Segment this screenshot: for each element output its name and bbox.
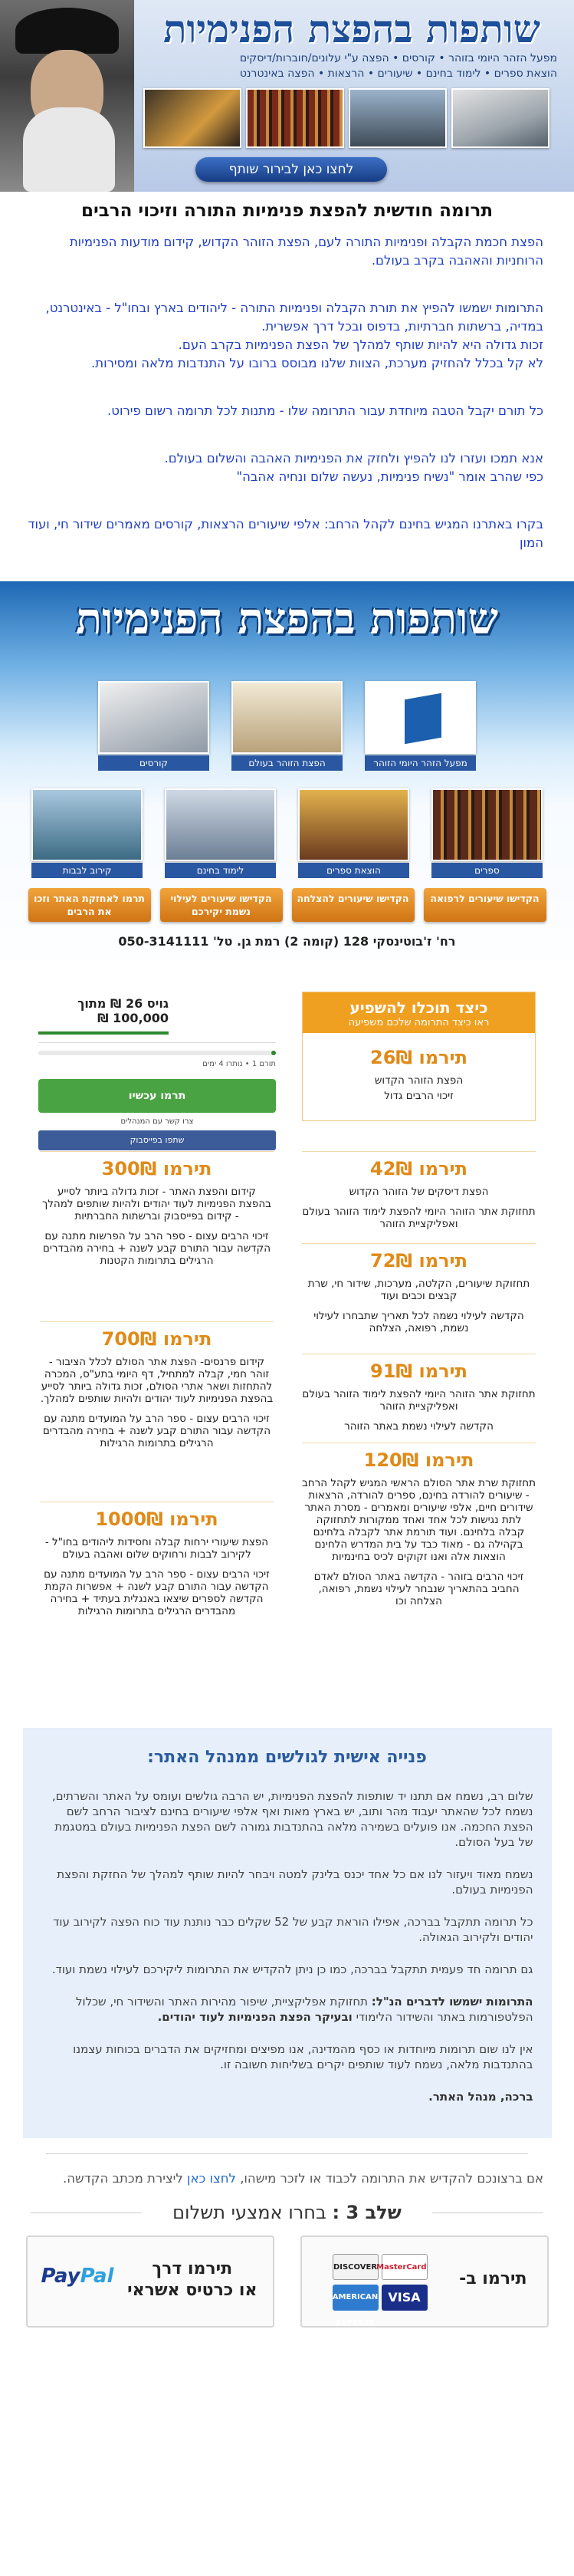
- tier-card[interactable]: [40, 1502, 274, 1625]
- tier-card[interactable]: [302, 1243, 536, 1342]
- how-subheading: ראו כיצד התרומה שלכם משפיעה: [348, 1017, 490, 1028]
- step-text: בחרו אמצעי תשלום: [172, 2202, 326, 2223]
- banner-tile[interactable]: [163, 788, 278, 878]
- divider: [46, 2153, 528, 2154]
- letter-paragraph: אין לנו שום תרומות מיוחדות או כסף מהמדינה, אנו מפיצים ומחזיקים את הדברים בכוחות עצמנו בהתנדבות מלאה, נשמח לעוד שותפים יקרים בשליחות חשובה זו.: [73, 2042, 533, 2071]
- tile-label: הוצאת ספרים: [298, 863, 409, 878]
- letter-paragraph: נשמח מאוד ויעזור לנו אם כל אחד יכנס בלינק למטה ויבחר להיות שותף למהלך של החזקת והפצת הפנימיות בעולם.: [57, 1867, 533, 1897]
- banner-tile[interactable]: [430, 788, 545, 878]
- tier-line: תחזוקת אתר הזוהר היומי להפצת לימוד הזוהר בעולם ואפליקציית הזוהר: [302, 1206, 536, 1230]
- visa-icon: VISA: [382, 2285, 428, 2311]
- card-logos: [332, 2254, 432, 2328]
- tile-label: ספרים: [431, 863, 543, 878]
- tier-line: תחזוקת שיעורים, הקלטה, מערכות, שידור חי, שרת קבצים וכבים ועוד: [307, 1278, 530, 1302]
- step-title: [172, 2202, 402, 2223]
- hero-subtitle: מפעל הזהר היומי בזוהר • קורסים • הפצה ע"י עלונים/חוברות/דיסקים: [239, 52, 557, 64]
- intro-paragraph: כל תורם יקבל הטבה מיוחדת עבור התרומה שלו - מתנות לכל תרומה רשום פירוט.: [107, 403, 543, 418]
- tier-card[interactable]: [40, 1151, 274, 1275]
- tier-line: הפצת הזוהר הקדוש: [374, 1074, 464, 1087]
- dedication-link[interactable]: לחצו כאן: [187, 2171, 236, 2186]
- dedicate-success-button[interactable]: הקדישו שיעורים להצלחה: [292, 888, 415, 922]
- tier-title[interactable]: תירמו 1000₪: [40, 1502, 274, 1536]
- paypal-option[interactable]: [26, 2235, 274, 2328]
- tile-label: לימוד בחינם: [165, 863, 276, 878]
- discover-icon: DISCOVER: [333, 2254, 379, 2280]
- banner-title: שותפות בהפצת הפנימיות: [75, 594, 499, 644]
- tier-card[interactable]: [302, 1151, 536, 1238]
- banner-tiles-row: [0, 788, 574, 878]
- hero-photo: [349, 88, 447, 148]
- dedication-note: [0, 2170, 574, 2188]
- card-option-title: תירמו ב-: [459, 2269, 527, 2288]
- intro-paragraph: כפי שהרב אומר "נשיח פנימיות, נעשה שלום ונחיה אהבה": [236, 469, 543, 484]
- dedicate-memorial-button[interactable]: הקדישו שיעורים לעילוי נשמת יקירכם: [160, 888, 283, 922]
- tier-title[interactable]: תירמו 300₪: [40, 1151, 274, 1186]
- hero-banner: [0, 0, 574, 192]
- mastercard-icon: MasterCard: [382, 2254, 428, 2280]
- credit-card-option[interactable]: [300, 2235, 549, 2328]
- tier-line: זיכוי הרבים עצום - ספר הרב על הפרשות מתנה עם הקדשה עבור התורם קבע לשנה + בחירה מהבדרים הרגילים בתרומות הקטנות: [42, 1230, 271, 1267]
- campaign-goal: [38, 992, 276, 1150]
- partners-banner: [0, 581, 574, 961]
- step-label: שלב 3 :: [332, 2202, 402, 2223]
- letter-signature: ברכה, מנהל האתר.: [428, 2090, 533, 2104]
- admin-letter: [23, 1728, 552, 2138]
- tier-title[interactable]: תירמו 42₪: [302, 1151, 536, 1186]
- hero-photo: [143, 88, 241, 148]
- banner-tile[interactable]: [230, 681, 345, 771]
- partner-cta-button[interactable]: לחצו כאן לבירור שותף: [195, 157, 387, 182]
- tier-line: הקדשה לעילוי נשמה לכל תאריך שתבחרו לעילוי נשמת, רפואה, הצלחה: [313, 1310, 524, 1334]
- tier-card[interactable]: [302, 1354, 536, 1440]
- intro-paragraph: זכות גדולה היא להיות שותף למהלך של הפצת הפנימיות בקרב העם.: [178, 337, 543, 352]
- banner-tile[interactable]: [297, 788, 412, 878]
- dedication-text: אם ברצונכם להקדיש את התרומה לכבוד או לזכר מישהו,: [240, 2171, 543, 2186]
- rabbi-photo: [0, 0, 134, 192]
- letter-paragraph: כל תרומה תתקבל בברכה, אפילו הוראת קבע של 52 שקלים כבר נותנת עוד כוח הפצה לקירוב עוד יהודים ולקירוב הגאולה.: [53, 1915, 533, 1944]
- tier-line: זיכוי הרבים גדול: [384, 1090, 454, 1102]
- intro-paragraph: הפצת חכמת הקבלה ופנימיות התורה לעם, הפצת הזוהר הקדוש, קידום מודעות הפנימיות הרוחניות והאהבה בקרב בעולם.: [69, 235, 543, 268]
- progress-fill: [271, 1051, 276, 1055]
- tile-label: מפעל הזהר היומי הזוהר: [365, 755, 476, 771]
- tier-line: הפצת שיעורי ירחות קבלה וחסידות ליהודים בחו"ל - לקירוב לבבות ורחוקים שלום ואהבה בעולם: [44, 1536, 269, 1561]
- tile-image: [98, 681, 209, 754]
- intro-paragraph: בקרו באתרנו המגיש בחינם לקהל הרחב: אלפי שיעורים הרצאות, קורסים מאמרים שידור חי, ועוד המון: [28, 517, 543, 550]
- how-heading: כיצד תוכלו להשפיע: [349, 998, 488, 1017]
- tier-line: תחזוקת שרת אתר הסולם הראשי המגיש לקהל הרחב - שיעורים להורדה בחינם, ספרים להורדה, הרצאות שידורים חיים, אלפי שיעורים ומאמרים - מסרת האתר לתת נגישות לכל אחד ואחד ממקורות לתחזוקה קבלה בלחינם. ועוד תורמת אתר לקבלה בלחינם בקהילה גם - מאוד כבד על בית המדרש הלחינם הוצאות אלה ואנו זקוקים לכיס בחינמיות: [302, 1477, 536, 1563]
- intro-paragraph: אנא תמכו ועזרו לנו להפיץ ולחזק את הפנימיות האהבה והשלום בעולם.: [164, 451, 543, 466]
- dedication-text: ליצירת מכתב הקדשה.: [63, 2171, 183, 2186]
- tile-label: קירוב לבבות: [31, 863, 143, 878]
- payment-options: [0, 2235, 574, 2343]
- banner-buttons: [0, 888, 574, 922]
- donors-meta: תורם 1 • נותרו 4 ימים: [202, 1060, 276, 1068]
- banner-tiles-row: [0, 681, 574, 771]
- tile-image: [298, 788, 409, 861]
- tier-line: תחזוקת אתר הזוהר היומי להפצת לימוד הזוהר בעולם ואפליקציית הזוהר: [302, 1388, 536, 1413]
- how-header: [303, 992, 535, 1033]
- letter-bold: התרומות ישמשו לדברים הנ"ל:: [371, 1995, 533, 2008]
- tile-label: קורסים: [98, 755, 209, 771]
- goal-amount: גויס 26 ₪ מתוך 100,000 ₪: [38, 992, 169, 1035]
- hero-photos: [143, 88, 557, 150]
- letter-paragraph: גם תרומה חד פעמית תתקבל בברכה, כמו כן ניתן להקדיש את התרומות ליקירכם לעילוי נשמת ועוד.: [51, 1962, 533, 1976]
- tier-card[interactable]: [40, 1321, 274, 1457]
- how-to-influence: [302, 992, 536, 1121]
- contact-admins-link[interactable]: צרו קשר עם המנהלים: [120, 1117, 194, 1126]
- tier-title[interactable]: תירמו 700₪: [40, 1321, 274, 1356]
- banner-tile[interactable]: [363, 681, 478, 771]
- page-title: תרומה חודשית להפצת פנימיות התורה וזיכוי הרבים: [80, 201, 494, 221]
- tile-image: [431, 788, 543, 861]
- dedicate-healing-button[interactable]: הקדישו שיעורים לרפואה: [424, 888, 546, 922]
- intro-paragraph: לא קל בכלל להחזיק מערכת, הצוות שלנו מבוסס ברובו על התנדבות מלאה ומסירות.: [91, 356, 543, 370]
- hero-photo: [451, 88, 549, 148]
- hero-title: שותפות בהפצת הפנימיות: [162, 6, 541, 51]
- tier-line: זיכוי הרבים עצום - ספר הרב על המועדים מתנה עם הקדשה עבור התורם קבע לשנה + אפשרות הקמת הקדשה לספרים שיצאו באנגלית בעתיד + בחירה מהבדרים הרגילים בתרומות הרגילות: [44, 1568, 270, 1617]
- letter-text: תחזוקת אפליקציית, שיפור מהירות האתר והשידור חי, שכלול הפלטפורמות באתר והשידור הלימודי: [75, 1995, 533, 2024]
- tier-title[interactable]: תירמו 72₪: [302, 1243, 536, 1278]
- tier-line: הקדשה לעילוי נשמת באתר הזוהר: [344, 1420, 494, 1433]
- paypal-icon: PayPal: [41, 2265, 114, 2288]
- amex-icon: AMERICAN EXPRESS: [333, 2285, 379, 2311]
- letter-paragraph: [41, 1994, 533, 2025]
- tile-image: [231, 681, 343, 754]
- letter-paragraph: שלום רב, נשמח אם תתנו יד שותפות להפצת הפנימיות, יש הרבה גולשים ועומס על האתר והשרתים, נשמח לכל שהאתר יעבוד מהר ותוב, יש בארץ מאות ואף אלפי שיעורים בחינם לציבור הרחב לשם הפצת החכמה. אנו פועלים בשמירה מלאה בהתנדבות גמורה לשם הפצת הפנימיות בעולם במטגמת של בעל הסולם.: [51, 1789, 533, 1849]
- hero-subtitle: הוצאת ספרים • לימוד בחינם • שיעורים • הרצאות • הפצה באינטרנט: [239, 67, 557, 80]
- tier-title[interactable]: תירמו 120₪: [302, 1443, 536, 1477]
- step-heading: [0, 2202, 574, 2223]
- paypal-line: תירמו דרך: [152, 2259, 233, 2278]
- tier-line: זיכוי הרבים עצום - ספר הרב על המועדים מתנה עם הקדשה עבור התורם קבע לשנה + בחירה מהבדרים הרגילים בתרומות הרגילות: [42, 1413, 271, 1449]
- donate-maintenance-button[interactable]: תרמו לאחזקת האתר וזכו את הרבים: [28, 888, 151, 922]
- progress-bar: [38, 1051, 276, 1055]
- tier-line: הפצת דיסקים של הזוהר הקדוש: [349, 1186, 489, 1198]
- tier-line: קידום והפצת האתר - זכות גדולה ביותר לסייע בהפצת הפנימיות לעוד יהודים ולהיות שותפים למהלך - קידום בפייסבוק וברשתות החברתיות: [42, 1186, 271, 1222]
- tier-card[interactable]: [302, 1443, 536, 1615]
- tile-image: [165, 788, 276, 861]
- tier-title[interactable]: תירמו 91₪: [302, 1354, 536, 1388]
- tile-label: הפצת הזוהר בעולם: [231, 755, 343, 771]
- donate-now-button[interactable]: תרמו עכשיו: [38, 1079, 276, 1113]
- tier-line: קידום פרנסים- הפצת אתר הסולם לכלל הציבור - זוהר חמי, קבלה למתחיל, דף היומי בתע"ס, המכרה להתחזות ושאר אתרי הסולם, זכות גדולה ביותר לסייע בהפצת הפנימיות לעוד יהודים ולהיות שותפים למהלך.: [40, 1356, 274, 1405]
- contact-address: רח' ז'בוטינסקי 128 (קומה 2) רמת גן. טל' 050-3141111: [118, 934, 456, 949]
- banner-tile[interactable]: [30, 788, 145, 878]
- tier-title[interactable]: תירמו 26₪: [370, 1047, 467, 1068]
- letter-title: פנייה אישית לגולשים ממנהל האתר:: [147, 1748, 427, 1767]
- paypal-option-text: [127, 2259, 257, 2301]
- zohar-logo: [365, 681, 476, 754]
- intro-text: [0, 233, 574, 552]
- tile-image: [31, 788, 143, 861]
- letter-bold: ובעיקר הפצת הפנימיות לעוד יהודים.: [157, 2010, 353, 2024]
- facebook-share-button[interactable]: שתפו בפייסבוק: [38, 1130, 276, 1150]
- donation-section: [0, 961, 574, 1728]
- banner-tile[interactable]: [97, 681, 212, 771]
- intro-paragraph: התרומות ישמשו להפיץ את תורת הקבלה ופנימיות התורה - ליהודים בארץ ובחו"ל - באינטרנט, במדיה, ברשתות חברתיות, בדפוס ובכל דרך אפשרית.: [45, 301, 543, 334]
- tier-line: זיכוי הרבים בזוהר - הקדשה באתר הסולם לאדם החביב בהתאריך שנבחר לעילוי נשמת, רפואה, הצלחה וכו: [313, 1571, 524, 1607]
- paypal-line: או כרטיס אשראי: [127, 2281, 257, 2300]
- hero-photo: [246, 88, 344, 148]
